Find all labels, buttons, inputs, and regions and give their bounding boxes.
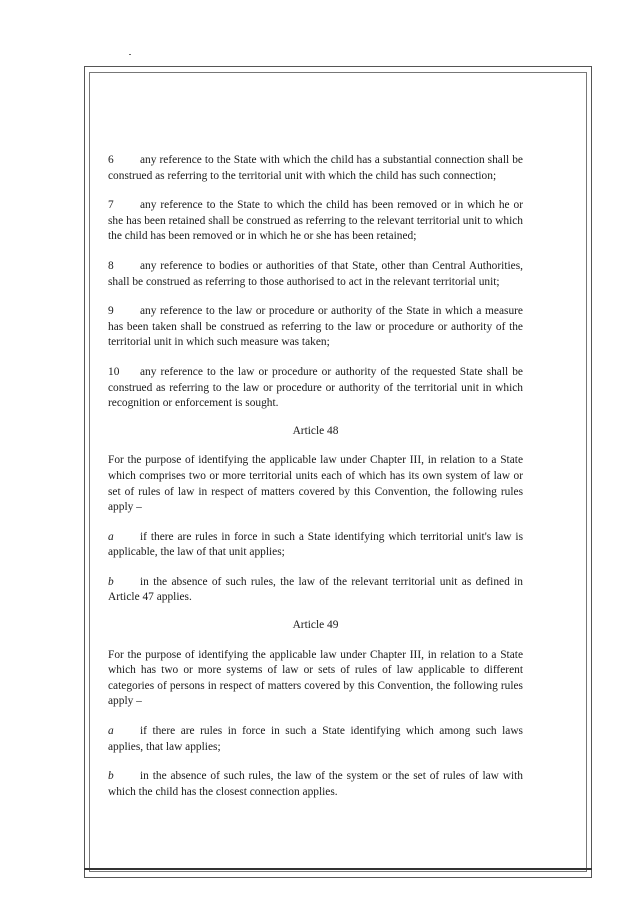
item-letter: a: [108, 530, 114, 543]
item-letter: b: [108, 770, 114, 783]
article-49-intro: For the purpose of identifying the applicable law under Chapter III, in relation to a State which has two or more systems of law or sets of rules of law applicable to different categories of persons in respect of matters covered by this Convention, the following rules apply –: [108, 648, 523, 708]
item-text: any reference to the law or procedure or authority of the State in which a measure has been taken shall be construed as referring to the law or procedure or authority of the territorial unit in which such measure was taken;: [108, 305, 523, 349]
item-number: 9: [108, 305, 114, 318]
item-number: 8: [108, 259, 114, 272]
item-number: 6: [108, 154, 114, 166]
list-item: [108, 304, 523, 351]
item-letter: a: [108, 725, 114, 738]
article-48-item-b: [108, 575, 523, 606]
list-item: [108, 198, 523, 245]
list-item: [108, 259, 523, 290]
item-text: any reference to the State to which the child has been removed or in which he or she has been retained shall be construed as referring to the relevant territorial unit to which the child has been removed or in which he or she has been retained;: [108, 199, 523, 243]
article-49-heading: Article 49: [292, 619, 339, 632]
item-number: 10: [108, 365, 120, 378]
list-item: [108, 153, 523, 184]
article-48-item-a: [108, 530, 523, 561]
item-text: in the absence of such rules, the law of the system or the set of rules of law with which the child has the closest connection applies.: [108, 770, 523, 798]
page-border-bottom-rule: [84, 868, 592, 870]
list-item: [108, 365, 523, 412]
item-number: 7: [108, 199, 114, 212]
item-text: in the absence of such rules, the law of the relevant territorial unit as defined in Article 47 applies.: [108, 575, 523, 604]
item-text: if there are rules in force in such a State identifying which territorial unit's law is applicable, the law of that unit applies;: [108, 530, 523, 559]
item-letter: b: [108, 575, 114, 588]
article-49-item-a: [108, 724, 523, 755]
article-49-item-b: [108, 769, 523, 800]
item-text: any reference to the law or procedure or authority of the requested State shall be construed as referring to the law or procedure or authority of the territorial unit in which recognition or enforcement is sought.: [108, 365, 523, 410]
article-48-heading: Article 48: [292, 424, 339, 437]
item-text: if there are rules in force in such a State identifying which among such laws applies, that law applies;: [108, 725, 523, 753]
item-text: any reference to bodies or authorities of that State, other than Central Authorities, shall be construed as referring to those authorised to act in the relevant territorial unit;: [108, 259, 523, 288]
scan-speck: [129, 54, 131, 55]
article-48-intro: For the purpose of identifying the applicable law under Chapter III, in relation to a State which comprises two or more territorial units each of which has its own system of law or set of rules of law in respect of matters covered by this Convention, the following rules apply –: [108, 454, 523, 514]
document-body: [108, 153, 523, 814]
item-text: any reference to the State with which the child has a substantial connection shall be construed as referring to the territorial unit with which the child has such connection;: [108, 154, 523, 182]
